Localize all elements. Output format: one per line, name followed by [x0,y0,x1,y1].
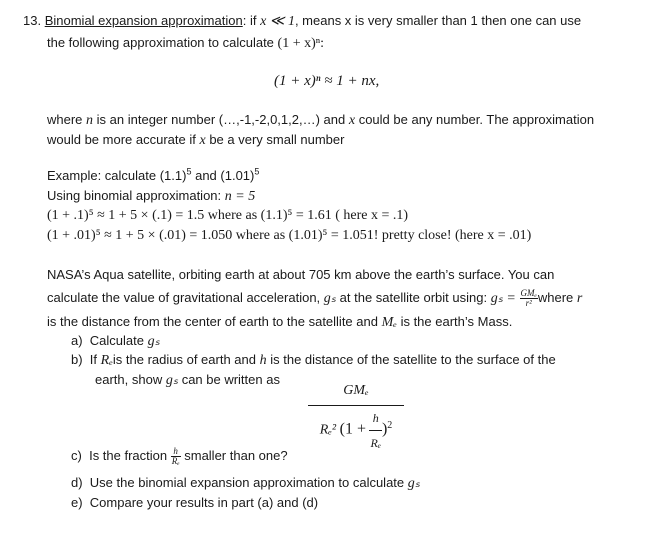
where-n: n [86,113,94,128]
part-b-re: Rₑ [100,353,113,368]
nasa-text-a: calculate the value of gravitational acceleration, [47,290,321,305]
gs-den-close: ) [381,420,388,438]
intro-expression: (1 + x)ⁿ: [277,36,325,51]
intro-condition: x ≪ 1 [260,14,295,29]
part-b-h: h [259,353,267,368]
gs-expression [308,383,404,449]
part-b [71,351,556,370]
part-b-continued [95,371,280,390]
where-text-a: where [47,112,83,127]
part-b-text2: is the radius of earth and [112,352,256,367]
part-c-fraction [171,447,181,466]
part-c-label: c) [71,448,82,463]
problem-line-2 [47,34,324,53]
nasa-line-2 [47,289,582,308]
problem-title: Binomial expansion approximation [44,13,243,28]
part-c-text2: smaller than one? [184,448,288,463]
part-d-math: gₛ [407,476,421,491]
example-text-b: and (1.01) [195,168,255,183]
part-b-text3: is the distance of the satellite to the surface of the [270,352,556,367]
where-line-2 [47,131,344,150]
part-b-cont-a: earth, show [95,372,163,387]
gs-den-fraction [369,412,381,449]
part-b-cont-b: can be written as [181,372,280,387]
example-exp-b: 5 [254,166,260,177]
example-n: n = 5 [224,189,256,204]
problem-number: 13. [23,13,42,28]
example-line-2 [47,187,255,206]
binomial-formula: (1 + x)ⁿ ≈ 1 + nx, [274,73,380,89]
gs-den-frac-den: Rₑ [370,436,381,450]
part-a-label: a) [71,333,83,348]
where-line2-b: be a very small number [209,132,345,147]
gs-expression-numerator: GMₑ [308,383,404,406]
nasa-text-3a: is the distance from the center of earth to the satellite and [47,314,378,329]
example-line-4: (1 + .01)⁵ ≈ 1 + 5 × (.01) = 1.050 where as (1.01)⁵ = 1.051! pretty close! (here x = .01) [47,228,532,243]
part-b-text: If [89,352,98,367]
where-line2-a: would be more accurate if [47,132,196,147]
part-c-text: Is the fraction [89,448,168,463]
where-text-c: could be any number. The approximation [358,112,595,127]
part-d-label: d) [71,475,83,490]
part-e-text: Compare your results in part (a) and (d) [89,495,319,510]
nasa-frac-num: GMₑ [520,288,537,299]
part-c-frac-den: Rₑ [171,456,180,467]
gs-den-open: (1 + [339,420,366,438]
part-a-math: gₛ [147,334,160,349]
intro-text: : if [242,13,257,28]
where-line2-x: x [199,133,206,148]
example-using: Using binomial approximation: [47,188,222,203]
part-b-gs: gₛ [165,373,179,388]
where-line-1 [47,111,594,130]
example-exp-a: 5 [186,166,192,177]
example-text-a: Example: calculate (1.1) [47,168,187,183]
nasa-text-3b: is the earth’s Mass. [400,314,513,329]
gs-den-re2: Rₑ² [319,422,337,438]
gs-expression-denominator [308,406,404,449]
intro-line2: the following approximation to calculate [47,35,274,50]
where-text-b: is an integer number (…,-1,-2,0,1,2,…) and [96,112,346,127]
gs-den-exp: 2 [387,420,393,432]
nasa-fraction [520,289,538,308]
nasa-me: Mₑ [381,315,397,330]
nasa-text-b: at the satellite orbit using: [339,290,488,305]
nasa-text-c: where [537,290,574,305]
part-c [71,447,288,466]
nasa-line-3 [47,313,512,332]
part-d [71,474,420,493]
part-c-frac-num: h [171,447,181,457]
part-b-label: b) [71,352,83,367]
part-a [71,332,160,351]
nasa-gs: gₛ [323,291,337,306]
gs-den-frac-num: h [369,412,381,431]
nasa-frac-den: r² [525,298,532,309]
example-line-1 [47,167,259,185]
part-e [71,494,318,512]
nasa-equation: gₛ = [490,291,516,306]
nasa-r: r [576,291,583,306]
where-x: x [348,113,356,128]
example-line-3: (1 + .1)⁵ ≈ 1 + 5 × (.1) = 1.5 where as (1.1)⁵ = 1.61 ( here x = .1) [47,208,409,223]
intro-means: , means x is very smaller than 1 then one can use [294,13,582,28]
part-d-text: Use the binomial expansion approximation to calculate [89,475,405,490]
part-e-label: e) [71,495,83,510]
problem-line-1 [23,12,581,31]
part-a-text: Calculate [89,333,144,348]
nasa-line-1: NASA’s Aqua satellite, orbiting earth at about 705 km above the earth’s surface. You can [47,267,555,282]
